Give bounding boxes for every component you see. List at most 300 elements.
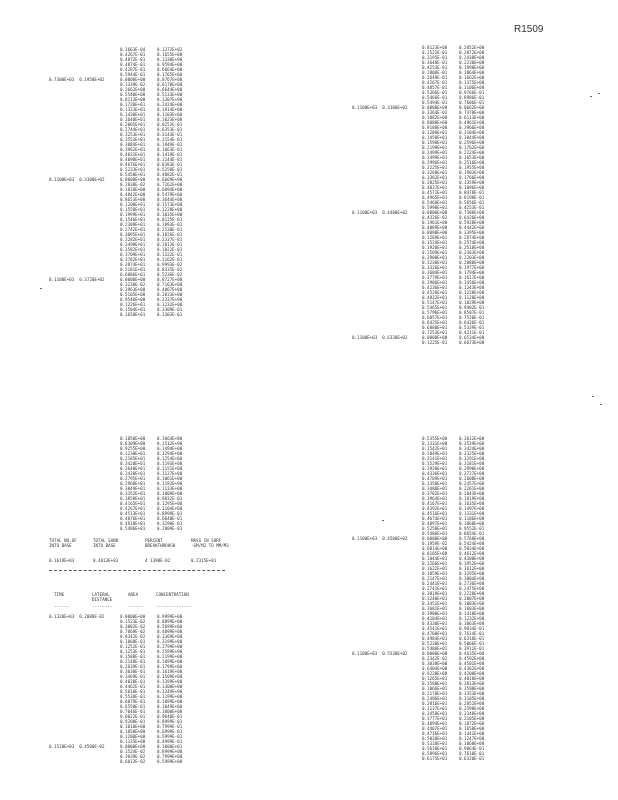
value-cell: 0.1232E+00 <box>157 302 183 307</box>
value-cell: 0.4760E+01 <box>422 631 448 636</box>
value-cell: 0.2496E+01 <box>422 696 448 701</box>
value-cell: 0.3813E+00 <box>459 681 485 686</box>
value-cell: 0.1252E-01 <box>120 644 146 649</box>
value-cell: 0.4918E+01 <box>120 521 146 526</box>
value-cell: 0.5796E+01 <box>422 310 448 315</box>
value-cell: 0.3884E+01 <box>120 142 146 147</box>
value-cell: 0.4513E+01 <box>120 511 146 516</box>
value-cell: 0.6079E-01 <box>120 699 146 704</box>
value-cell: 0.0000E+00 <box>422 210 448 215</box>
value-cell: 0.3230E-02 <box>120 282 146 287</box>
value-cell: 0.0000E+00 <box>422 651 448 656</box>
block-label: 0.1100E+03 0.3720E+02 <box>49 277 105 282</box>
value-cell: 0.1524E-02 <box>120 749 146 754</box>
value-cell: 0.2727E+00 <box>459 471 485 476</box>
value-cell: 0.1266E+01 <box>422 561 448 566</box>
value-cell: 0.1655E+00 <box>157 52 183 57</box>
value-cell: 0.1650E+00 <box>459 726 485 731</box>
value-cell: 0.6094E+00 <box>157 187 183 192</box>
value-cell: 0.7614E-01 <box>459 631 485 636</box>
value-cell: 0.2178E+01 <box>422 691 448 696</box>
value-cell: 0.5466E-01 <box>422 95 448 100</box>
value-cell: 0.5480E+01 <box>422 646 448 651</box>
value-cell: 0.3230E+01 <box>422 260 448 265</box>
value-cell: 0.8767E+00 <box>157 77 183 82</box>
value-cell: 0.5133E+00 <box>157 92 183 97</box>
value-cell: 0.6178E+00 <box>157 82 183 87</box>
value-cell: 0.8123E+00 <box>422 45 448 50</box>
value-cell: 0.4526E+01 <box>422 290 448 295</box>
value-cell: 0.5944E-01 <box>120 72 146 77</box>
value-cell: 0.4032E+01 <box>120 152 146 157</box>
value-cell: 0.9832E-01 <box>157 496 183 501</box>
value-cell: 0.9552E-01 <box>459 526 485 531</box>
value-cell: 0.3782E+01 <box>120 257 146 262</box>
value-cell: 0.1339E-02 <box>120 82 146 87</box>
value-cell: 0.3424E+00 <box>459 446 485 451</box>
value-cell: 0.5610E+01 <box>422 746 448 751</box>
value-cell: 0.6426E+00 <box>459 215 485 220</box>
value-cell: 0.1410E+00 <box>459 611 485 616</box>
value-cell: 0.9993E-02 <box>157 262 183 267</box>
value-cell: 0.5479E+00 <box>157 192 183 197</box>
value-cell: 0.9188E+00 <box>422 125 448 130</box>
value-cell: 0.3604E+01 <box>422 270 448 275</box>
value-cell: 0.2441E+01 <box>422 581 448 586</box>
data-row <box>422 340 502 345</box>
value-cell: 0.5230E+01 <box>422 641 448 646</box>
value-cell: 0.1010E+00 <box>120 724 146 729</box>
value-cell: 0.9064E-01 <box>459 746 485 751</box>
value-cell: 0.2043E+00 <box>459 491 485 496</box>
value-cell: 0.4020E-01 <box>120 679 146 684</box>
value-cell: 0.1720E+01 <box>120 102 146 107</box>
value-cell: 0.1573E+00 <box>157 202 183 207</box>
value-cell: 0.3030E-01 <box>120 669 146 674</box>
summary-header: INTO BASE <box>93 543 116 548</box>
value-cell: 0.8113E+00 <box>120 97 146 102</box>
value-cell: 0.1162E-01 <box>157 257 183 262</box>
value-cell: 0.4098E+01 <box>120 157 146 162</box>
value-cell: 0.5538E-01 <box>120 694 146 699</box>
scan-speck <box>590 96 592 97</box>
value-cell: 0.2203E+00 <box>459 255 485 260</box>
value-cell: 0.5236E-02 <box>157 272 183 277</box>
value-cell: 0.1504E+01 <box>120 307 146 312</box>
value-cell: 0.2598E+00 <box>459 706 485 711</box>
value-cell: 0.1494E+00 <box>157 446 183 451</box>
value-cell: 0.2261E+00 <box>459 486 485 491</box>
value-cell: 0.8654E-01 <box>459 531 485 536</box>
summary-rule <box>49 570 225 571</box>
value-cell: 0.1664E+00 <box>157 436 183 441</box>
summary-header: BREAKTHROUGH <box>145 543 176 548</box>
value-cell: 0.4089E+00 <box>422 225 448 230</box>
value-cell: 0.1128E+00 <box>459 295 485 300</box>
value-cell: 0.4612E+00 <box>459 551 485 556</box>
value-cell: 0.3612E+00 <box>459 436 485 441</box>
value-cell: 0.5250E-01 <box>157 167 183 172</box>
value-cell: 0.2808E-01 <box>422 70 448 75</box>
value-cell: 0.1512E+00 <box>157 441 183 446</box>
value-cell: 0.1899E+00 <box>157 659 183 664</box>
value-cell: 0.2736E+00 <box>459 581 485 586</box>
value-cell: 0.4392E+01 <box>422 506 448 511</box>
value-cell: 0.9220E+00 <box>422 671 448 676</box>
value-cell: 0.1961E+00 <box>422 220 448 225</box>
value-cell: 0.1617E+00 <box>459 275 485 280</box>
value-cell: 0.2874E+00 <box>459 235 485 240</box>
value-cell: 0.5366E-01 <box>422 90 448 95</box>
value-cell: 0.5896E+01 <box>422 751 448 756</box>
value-cell: 0.6534E+00 <box>459 335 485 340</box>
column-header: TIME <box>54 592 65 597</box>
value-cell: 0.3382E+01 <box>422 175 448 180</box>
value-cell: 0.3911E-01 <box>459 646 485 651</box>
value-cell: 0.1295E+00 <box>157 501 183 506</box>
value-cell: 0.5699E+00 <box>157 624 183 629</box>
value-cell: 0.3309E-01 <box>157 307 183 312</box>
value-cell: 0.7999E-01 <box>157 724 183 729</box>
value-cell: 0.1029E+00 <box>459 300 485 305</box>
value-cell: 0.2809E-01 <box>157 526 183 531</box>
value-cell: 0.8999E-01 <box>157 719 183 724</box>
block-label: 0.1100E+03 0.4400E+02 <box>352 210 408 215</box>
value-cell: 0.1542E+01 <box>422 446 448 451</box>
value-cell: 0.1265E+01 <box>422 676 448 681</box>
value-cell: 0.4236E+01 <box>422 285 448 290</box>
value-cell: 0.3966E+00 <box>459 125 485 130</box>
value-cell: 0.4267E+01 <box>120 506 146 511</box>
value-cell: 0.2105E+00 <box>459 716 485 721</box>
value-cell: 0.4037E+01 <box>422 185 448 190</box>
value-cell: 0.1220E+00 <box>157 207 183 212</box>
value-cell: 0.2080E+00 <box>459 260 485 265</box>
column-underline: -------------- <box>156 604 192 609</box>
value-cell: 0.5768E+00 <box>459 536 485 541</box>
value-cell: 0.2799E+00 <box>157 644 183 649</box>
value-cell: 0.0000E+00 <box>120 277 146 282</box>
value-cell: 0.3104E+00 <box>459 130 485 135</box>
value-cell: 0.1588E-01 <box>120 654 146 659</box>
value-cell: 0.3882E+00 <box>422 115 448 120</box>
value-cell: 0.4676E+01 <box>120 162 146 167</box>
value-cell: 0.1893E-01 <box>157 222 183 227</box>
value-cell: 0.3295E+00 <box>459 571 485 576</box>
value-cell: 0.7470E+00 <box>459 110 485 115</box>
value-cell: 0.4635E+00 <box>459 651 485 656</box>
value-cell: 0.1662E+00 <box>459 75 485 80</box>
value-cell: 0.5010E-01 <box>120 689 146 694</box>
value-cell: 0.2649E-01 <box>422 75 448 80</box>
value-cell: 0.3004E+00 <box>459 576 485 581</box>
value-cell: 0.6673E+00 <box>459 340 485 345</box>
value-cell: 0.3195E-01 <box>422 55 448 60</box>
value-cell: 0.2457E+00 <box>459 481 485 486</box>
value-cell: 0.5020E+01 <box>422 736 448 741</box>
value-cell: 0.3137E+01 <box>422 706 448 711</box>
value-cell: 0.4462E-01 <box>120 684 146 689</box>
value-cell: 0.8727E+00 <box>157 277 183 282</box>
value-cell: 0.6426E-01 <box>459 320 485 325</box>
value-cell: 0.4104E+01 <box>422 616 448 621</box>
value-cell: 0.1068E+00 <box>459 741 485 746</box>
block-label: 0.7300E+03 0.1950E+02 <box>49 77 105 82</box>
value-cell: 0.1598E+01 <box>422 140 448 145</box>
value-cell: 0.3044E+00 <box>459 135 485 140</box>
value-cell: 0.6550E-01 <box>120 704 146 709</box>
value-cell: 0.1230E+01 <box>120 451 146 456</box>
value-cell: 0.3291E+00 <box>459 456 485 461</box>
value-cell: 0.7253E+01 <box>422 330 448 335</box>
value-cell: 0.8507E-01 <box>459 310 485 315</box>
value-cell: 0.1300E+00 <box>157 684 183 689</box>
value-cell: 0.1794E+00 <box>459 270 485 275</box>
value-cell: 0.4253E-01 <box>459 205 485 210</box>
value-cell: 0.7262E+00 <box>157 182 183 187</box>
value-cell: 0.2518E+00 <box>459 245 485 250</box>
value-cell: 0.1765E+00 <box>157 72 183 77</box>
value-cell: 0.4874E-01 <box>120 62 146 67</box>
value-cell: 0.1523E-02 <box>120 619 146 624</box>
value-cell: 0.3325E+00 <box>459 451 485 456</box>
value-cell: 0.5233E+01 <box>120 167 146 172</box>
value-cell: 0.5105E+00 <box>120 292 146 297</box>
value-cell: 0.3303E-01 <box>157 312 183 317</box>
value-cell: 0.3154E-01 <box>157 137 183 142</box>
value-cell: 0.2230E+00 <box>459 60 485 65</box>
value-cell: 0.7388E+00 <box>459 210 485 215</box>
value-cell: 0.8999E+00 <box>157 749 183 754</box>
value-cell: 0.1803E+00 <box>459 601 485 606</box>
value-cell: 0.3964E+01 <box>422 496 448 501</box>
block-label: 0.1320E+03 0.2888E-02 <box>49 614 105 619</box>
value-cell: 0.8125E-01 <box>157 217 183 222</box>
value-cell: 0.1419E-01 <box>157 152 183 157</box>
value-cell: 0.2639E-01 <box>120 664 146 669</box>
value-cell: 0.2438E+00 <box>459 55 485 60</box>
value-cell: 0.1766E+00 <box>459 175 485 180</box>
value-cell: 0.3612E+00 <box>459 566 485 571</box>
value-cell: 0.1546E+01 <box>120 217 146 222</box>
value-cell: 0.3452E+01 <box>422 601 448 606</box>
value-cell: 0.1650E+01 <box>120 312 146 317</box>
value-cell: 0.3458E+01 <box>422 711 448 716</box>
value-cell: 0.1826E-01 <box>157 232 183 237</box>
value-cell: 0.4984E+01 <box>422 636 448 641</box>
value-cell: 0.8662E+00 <box>459 105 485 110</box>
value-cell: 0.3488E+01 <box>422 486 448 491</box>
value-cell: 0.8105E+00 <box>422 551 448 556</box>
value-cell: 0.3253E+01 <box>120 132 146 137</box>
value-cell: 0.3952E+00 <box>459 561 485 566</box>
summary-value: 4 1390E-02 <box>145 558 171 563</box>
value-cell: 0.5034E+00 <box>459 546 485 551</box>
value-cell: 0.1225E-01 <box>422 340 448 345</box>
value-cell: 0.4832E+01 <box>422 295 448 300</box>
value-cell: 0.1955E+00 <box>459 165 485 170</box>
value-cell: 0.2608E+00 <box>459 476 485 481</box>
value-cell: 0.0000E+00 <box>120 744 146 749</box>
value-cell: 0.6175E+01 <box>422 756 448 761</box>
value-cell: 0.7069E-02 <box>120 629 146 634</box>
value-cell: 0.2228E+00 <box>459 591 485 596</box>
value-cell: 0.2499E+01 <box>422 155 448 160</box>
value-cell: 0.3962E+01 <box>120 147 146 152</box>
summary-header: MASS IN SURF <box>191 538 222 543</box>
value-cell: 0.1335E+00 <box>120 739 146 744</box>
value-cell: 0.4965E+01 <box>422 195 448 200</box>
value-cell: 0.0000E+00 <box>120 177 146 182</box>
value-cell: 0.9766E-01 <box>459 90 485 95</box>
value-cell: 0.6999E-01 <box>157 729 183 734</box>
value-cell: 0.4857E-01 <box>422 85 448 90</box>
value-cell: 0.2005E+01 <box>120 122 146 127</box>
value-cell: 0.1372E+02 <box>157 47 183 52</box>
value-cell: 0.1331E+00 <box>459 511 485 516</box>
value-cell: 0.1619E+00 <box>157 669 183 674</box>
value-cell: 0.1023E+00 <box>157 117 183 122</box>
value-cell: 0.3529E+01 <box>422 461 448 466</box>
value-cell: 0.7046E-01 <box>120 709 146 714</box>
value-cell: 0.2348E+00 <box>459 711 485 716</box>
value-cell: 0.4442E+00 <box>459 225 485 230</box>
value-cell: 0.3240E+01 <box>422 596 448 601</box>
value-cell: 0.1799E+00 <box>157 664 183 669</box>
scan-speck <box>382 520 384 521</box>
value-cell: 0.1269E+01 <box>422 235 448 240</box>
value-cell: 0.1322E-01 <box>157 252 183 257</box>
value-cell: 0.2499E+01 <box>422 150 448 155</box>
value-cell: 0.2185E+01 <box>120 456 146 461</box>
data-row <box>120 759 200 764</box>
value-cell: 0.1050E+00 <box>120 436 146 441</box>
value-cell: 0.5066E-01 <box>459 641 485 646</box>
summary-header: -GM/M2 TO MM/M3 <box>191 543 229 548</box>
block-label: 0.1100E+03 0.5530E+02 <box>352 651 408 656</box>
scan-speck <box>600 404 602 405</box>
value-cell: 0.1133E+00 <box>157 486 183 491</box>
summary-header: INTO BASE <box>49 543 72 548</box>
value-cell: 0.3181E+00 <box>459 461 485 466</box>
value-cell: 0.3779E+01 <box>422 275 448 280</box>
value-cell: 0.4362E+00 <box>459 666 485 671</box>
column-underline: -------- <box>92 604 113 609</box>
value-cell: 0.2509E+01 <box>422 250 448 255</box>
value-cell: 0.2742E+01 <box>120 227 146 232</box>
value-cell: 0.2420E+01 <box>120 471 146 476</box>
value-cell: 0.4872E-01 <box>120 57 146 62</box>
value-cell: 0.1640E+01 <box>120 117 146 122</box>
value-cell: 0.5999E+00 <box>157 759 183 764</box>
value-cell: 0.5181E+01 <box>120 267 146 272</box>
value-cell: 0.5355E+00 <box>422 436 448 441</box>
value-cell: 0.1192E+00 <box>157 481 183 486</box>
scan-speck <box>598 93 600 94</box>
value-cell: 0.2596E+00 <box>459 140 485 145</box>
value-cell: 0.2363E+00 <box>459 250 485 255</box>
value-cell: 0.7610E-01 <box>459 751 485 756</box>
value-cell: 0.8252E-01 <box>157 122 183 127</box>
value-cell: 0.8986E-01 <box>459 95 485 100</box>
value-cell: 0.4018E+00 <box>459 676 485 681</box>
value-cell: 0.1209E+01 <box>422 130 448 135</box>
value-cell: 0.4200E+00 <box>459 671 485 676</box>
value-cell: 0.1441E+00 <box>459 731 485 736</box>
value-cell: 0.3900E+01 <box>422 611 448 616</box>
value-cell: 0.3307E+00 <box>157 97 183 102</box>
value-cell: 0.2816E+01 <box>422 701 448 706</box>
value-cell: 0.3352E+01 <box>120 491 146 496</box>
value-cell: 0.1050E+00 <box>120 729 146 734</box>
value-cell: 0.8899E+00 <box>157 619 183 624</box>
value-cell: 0.3199E+00 <box>157 639 183 644</box>
value-cell: 0.2224E+00 <box>459 150 485 155</box>
value-cell: 0.1399E+00 <box>157 679 183 684</box>
value-cell: 0.8088E+00 <box>422 120 448 125</box>
value-cell: 0.1859E+01 <box>422 571 448 576</box>
value-cell: 0.1106E+00 <box>459 85 485 90</box>
scan-speck <box>592 396 594 397</box>
value-cell: 0.1144E-01 <box>157 157 183 162</box>
value-cell: 0.8383E-01 <box>157 162 183 167</box>
value-cell: 0.4709E+01 <box>422 476 448 481</box>
value-cell: 0.1044E+01 <box>422 556 448 561</box>
value-cell: 0.4999E-01 <box>157 739 183 744</box>
value-cell: 0.5928E+00 <box>459 220 485 225</box>
value-cell: 0.1977E+00 <box>459 265 485 270</box>
value-cell: 0.8342E-02 <box>120 634 146 639</box>
data-row <box>422 756 502 761</box>
summary-header: TOTAL NO.OF <box>49 538 77 543</box>
value-cell: 0.1330E+00 <box>157 57 183 62</box>
value-cell: 0.9034E-01 <box>459 626 485 631</box>
value-cell: 0.3858E+01 <box>120 496 146 501</box>
value-cell: 0.2833E+00 <box>157 292 183 297</box>
value-cell: 0.3640E+01 <box>120 466 146 471</box>
column-header: CONCENTRATION <box>156 592 189 597</box>
value-cell: 0.1920E+01 <box>422 245 448 250</box>
value-cell: 0.4674E+01 <box>422 516 448 521</box>
value-cell: 0.2147E+01 <box>422 576 448 581</box>
value-cell: 0.1864E+00 <box>459 70 485 75</box>
value-cell: 0.2741E+01 <box>422 586 448 591</box>
value-cell: 0.2424E+00 <box>157 102 183 107</box>
value-cell: 0.5339E-01 <box>459 325 485 330</box>
value-cell: 0.1375E+00 <box>459 80 485 85</box>
value-cell: 0.1253E-01 <box>120 649 146 654</box>
value-cell: 0.1558E+01 <box>120 207 146 212</box>
value-cell: 0.4716E+01 <box>422 731 448 736</box>
value-cell: 0.1635E+00 <box>459 501 485 506</box>
value-cell: 0.8022E-01 <box>120 714 146 719</box>
value-cell: 0.1762E+00 <box>459 145 485 150</box>
value-cell: 0.1249E+00 <box>157 689 183 694</box>
value-cell: 0.5258E+01 <box>422 526 448 531</box>
value-cell: 0.1331E+00 <box>422 441 448 446</box>
value-cell: 0.1254E+00 <box>157 456 183 461</box>
value-cell: 0.1872E+00 <box>459 721 485 726</box>
value-cell: 0.3395E+00 <box>459 230 485 235</box>
data-row <box>120 526 200 531</box>
value-cell: 0.3420E+01 <box>120 461 146 466</box>
value-cell: 0.1999E+01 <box>120 212 146 217</box>
value-cell: 0.6309E+00 <box>120 441 146 446</box>
value-cell: 0.2852E+00 <box>459 701 485 706</box>
value-cell: 0.3648E-01 <box>422 60 448 65</box>
value-cell: 0.2599E+00 <box>157 649 183 654</box>
value-cell: 0.1456E+00 <box>459 280 485 285</box>
